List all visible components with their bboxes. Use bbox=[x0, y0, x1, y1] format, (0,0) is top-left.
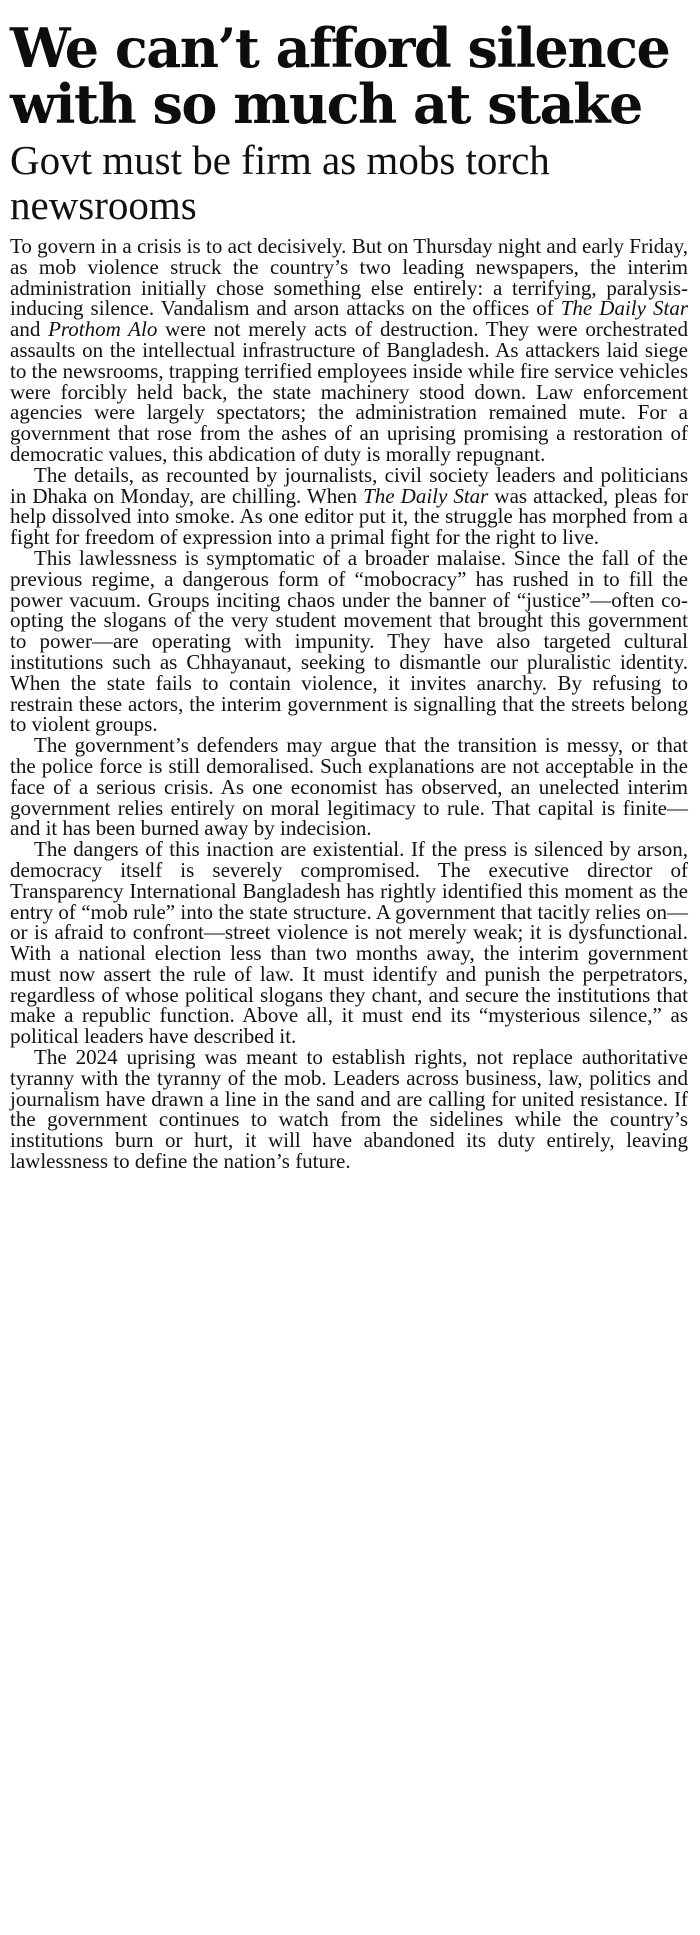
headline: We can’t afford silence with so much at stake bbox=[10, 16, 670, 136]
body-paragraph bbox=[10, 735, 688, 839]
publication-name: Prothom Alo bbox=[48, 317, 158, 342]
body-paragraph bbox=[10, 1047, 688, 1172]
text-run: This lawlessness is symptomatic of a broader malaise. Since the fall of the previous regime, a dangerous form of “mobocracy” has rushed in to fill the power vacuum. Groups inciting chaos under the banner of “justice”—often co-opting the slogans of the very student movement that brought this government to power—are operating with impunity. They have also targeted cultural institutions such as Chhayanaut, seeking to dismantle our pluralistic identity. When the state fails to contain violence, it invites anarchy. By refusing to restrain these actors, the interim government is signalling that the streets belong to violent groups. bbox=[10, 545, 688, 737]
text-run: The dangers of this inaction are existential. If the press is silenced by arson, democracy itself is severely compromised. The executive director of Transparency International Bangladesh has rightly identified this moment as the entry of “mob rule” into the state structure. A government that tacitly relies on—or is afraid to confront—street violence is not merely weak; it is dysfunctional. With a national election less than two months away, the interim government must now assert the rule of law. It must identify and punish the perpetrators, regardless of whose political slogans they chant, and secure the institutions that make a republic function. Above all, it must end its “mysterious silence,” as political leaders have described it. bbox=[10, 837, 688, 1049]
article-body bbox=[10, 236, 688, 1172]
text-run: To govern in a crisis is to act decisively. But on Thursday night and early Friday, as mob violence struck the country’s two leading newspapers, the interim administration initially chose something else entirely: a terrifying, paralysis-inducing silence. Vandalism and arson attacks on the offices of bbox=[10, 234, 688, 321]
text-run: were not merely acts of destruction. They were orchestrated assaults on the intellectual infrastructure of Bangladesh. As attackers laid siege to the newsrooms, trapping terrified employees inside while fire service vehicles were forcibly held back, the state machinery stood down. Law enforcement agencies were largely spectators; the administration remained mute. For a government that rose from the ashes of an uprising promising a restoration of democratic values, this abdication of duty is morally repugnant. bbox=[10, 317, 688, 466]
publication-name: The Daily Star bbox=[560, 296, 688, 321]
text-run: The 2024 uprising was meant to establish rights, not replace authoritative tyranny with the tyranny of the mob. Leaders across business, law, politics and journalism have drawn a line in the sand and are calling for united resistance. If the government continues to watch from the sidelines while the country’s institutions burn or hurt, it will have abandoned its duty entirely, leaving lawlessness to define the nation’s future. bbox=[10, 1045, 688, 1174]
body-paragraph bbox=[10, 839, 688, 1047]
text-run: The government’s defenders may argue that the transition is messy, or that the police force is still demoralised. Such explanations are not acceptable in the face of a serious crisis. As one economist has observed, an unelected interim government relies entirely on moral legitimacy to rule. That capital is finite—and it has been burned away by indecision. bbox=[10, 733, 688, 841]
text-run: The details, as recounted by journalists, civil society leaders and politicians in Dhaka on Monday, are chilling. When bbox=[10, 462, 688, 508]
publication-name: The Daily Star bbox=[363, 483, 489, 508]
subheadline: Govt must be firm as mobs torch newsrooms bbox=[10, 137, 550, 228]
body-paragraph bbox=[10, 462, 689, 550]
body-paragraph bbox=[10, 236, 688, 465]
text-run: and bbox=[10, 317, 49, 342]
body-paragraph bbox=[10, 545, 688, 737]
text-run: was attacked, pleas for help dissolved into smoke. As one editor put it, the struggle has morphed from a fight for freedom of expression into a primal fight for the right to live. bbox=[10, 483, 689, 550]
